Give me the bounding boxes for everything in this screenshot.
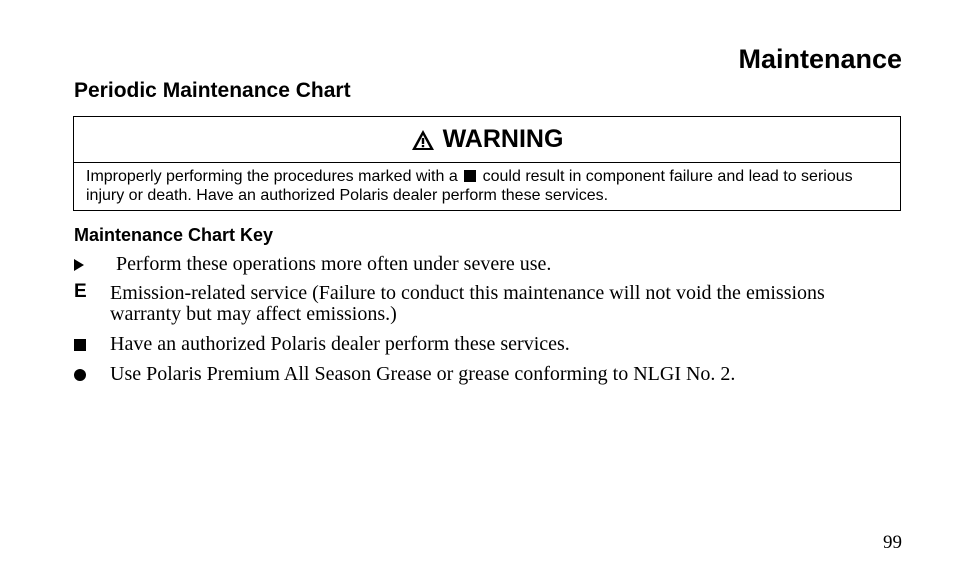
key-item-emission	[74, 283, 874, 325]
black-square-icon	[74, 339, 86, 351]
warning-body	[74, 163, 900, 205]
black-circle-icon	[74, 369, 86, 381]
key-item-grease	[74, 364, 874, 385]
chart-title: Periodic Maintenance Chart	[74, 79, 351, 102]
key-item-text: Perform these operations more often under severe use.	[116, 253, 552, 275]
key-symbol-e: E	[74, 281, 87, 302]
key-item-text: Use Polaris Premium All Season Grease or grease conforming to NLGI No. 2.	[110, 363, 736, 385]
triangle-right-icon	[74, 259, 84, 271]
warning-text-after: could result in component failure and lead to serious injury or death. Have an authorized Polaris dealer perform these services.	[86, 168, 853, 204]
black-square-icon	[464, 170, 476, 182]
key-item-text: Have an authorized Polaris dealer perform these services.	[110, 333, 570, 355]
key-item-severe-use	[74, 254, 874, 275]
warning-text-before: Improperly performing the procedures marked with a	[86, 168, 458, 185]
section-title: Maintenance	[738, 44, 902, 74]
warning-title: WARNING	[442, 125, 564, 153]
key-title: Maintenance Chart Key	[74, 225, 274, 245]
page-number: 99	[883, 532, 902, 553]
key-item-text: Emission-related service (Failure to conduct this maintenance will not void the emissions warranty but may affect emissions.)	[110, 282, 825, 325]
warning-triangle-icon	[411, 129, 435, 151]
warning-box	[73, 116, 901, 211]
key-item-dealer	[74, 334, 874, 355]
warning-header	[74, 117, 900, 163]
